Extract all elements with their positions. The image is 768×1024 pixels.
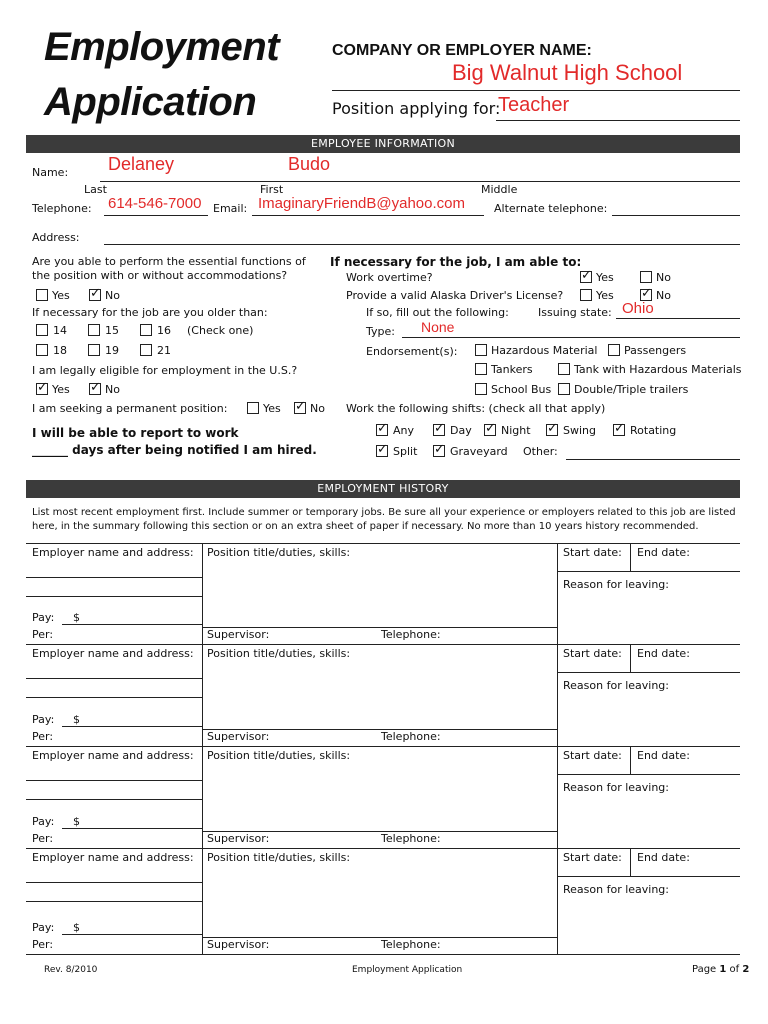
age-18-checkbox[interactable] [36,344,48,356]
email-field-line [252,215,484,216]
address-label: Address: [32,231,80,244]
pay-field-line [62,726,202,727]
history-instructions-1: List most recent employment first. Include summer or temporary jobs. Be sure all your experience or employers related to this job are listed [32,507,736,518]
age-19-label: 19 [105,344,119,357]
shift-rotating-label: Rotating [630,424,677,437]
per-label: Per: [32,832,54,845]
history-block-4-top-rule [26,848,740,849]
telephone-label: Telephone: [381,938,441,951]
type-value[interactable]: None [421,319,455,335]
footer-page-of: of [726,964,743,975]
endorsement-passengers-label: Passengers [624,344,687,357]
shift-split-label: Split [393,445,418,458]
eligible-no-checkbox[interactable] [89,383,101,395]
company-value[interactable]: Big Walnut High School [452,60,683,85]
history-block-1-dates-rule [557,571,740,572]
permanent-yes-label: Yes [263,402,281,415]
history-block-1-top-rule [26,543,740,544]
essential-no-label: No [105,289,120,302]
alt-telephone-field-line [612,215,740,216]
position-value[interactable]: Teacher [498,94,570,116]
eligible-question: I am legally eligible for employment in the U.S.? [32,364,298,377]
if-so-label: If so, fill out the following: [366,306,509,319]
history-block-3-top-rule [26,746,740,747]
telephone-field-line [104,215,208,216]
permanent-no-checkbox[interactable] [294,402,306,414]
footer-page-prefix: Page [692,964,720,975]
email-value[interactable]: ImaginaryFriendB@yahoo.com [258,195,465,212]
issuing-state-label: Issuing state: [538,306,612,319]
history-block-2-divider-1 [202,644,203,746]
email-label: Email: [213,202,248,215]
first-sub-label: First [260,183,284,196]
shift-any-label: Any [393,424,415,437]
pay-label: Pay: [32,815,55,828]
essential-question-2: the position with or without accommodations? [32,269,288,282]
essential-no-checkbox[interactable] [89,289,101,301]
supervisor-label: Supervisor: [207,628,270,641]
position-duties-label: Position title/duties, skills: [207,647,351,660]
company-label: COMPANY OR EMPLOYER NAME: [332,42,592,59]
alt-telephone-label: Alternate telephone: [494,202,608,215]
endorsement-hazardous-checkbox[interactable] [475,344,487,356]
last-sub-label: Last [84,183,107,196]
pay-dollar-sign: $ [73,611,80,624]
footer-page-number [692,964,749,975]
reason-for-leaving-label: Reason for leaving: [563,883,669,896]
endorsements-label: Endorsement(s): [366,345,458,358]
history-instructions-2: here, in the summary following this section or on an extra sheet of paper if necessary. No more than 10 years history recommended. [32,521,699,532]
check-one-label: (Check one) [187,324,254,337]
age-15-checkbox[interactable] [88,324,100,336]
start-date-label: Start date: [563,546,622,559]
telephone-label: Telephone: [381,628,441,641]
per-label: Per: [32,730,54,743]
permanent-yes-checkbox[interactable] [247,402,259,414]
overtime-yes-checkbox[interactable] [580,271,592,283]
position-label: Position applying for: [332,99,501,118]
essential-yes-checkbox[interactable] [36,289,48,301]
age-18-label: 18 [53,344,67,357]
report-line-2: ______ days after being notified I am hired. [32,443,317,457]
age-14-label: 14 [53,324,67,337]
issuing-state-field-line [616,318,740,319]
employer-field-line [26,799,202,800]
employer-label: Employer name and address: [32,647,194,660]
employer-label: Employer name and address: [32,851,194,864]
supervisor-label: Supervisor: [207,938,270,951]
overtime-no-label: No [656,271,671,284]
employment-history-bar: EMPLOYMENT HISTORY [26,480,740,498]
history-block-3-divider-2 [557,746,558,848]
age-21-checkbox[interactable] [140,344,152,356]
age-question: If necessary for the job are you older than: [32,306,268,319]
license-yes-label: Yes [596,289,614,302]
start-date-label: Start date: [563,851,622,864]
name-label: Name: [32,166,69,179]
first-name-value[interactable]: Budo [288,154,331,174]
history-block-2-top-rule [26,644,740,645]
shift-day-label: Day [450,424,472,437]
title-line-2: Application [44,80,257,124]
eligible-no-label: No [105,383,120,396]
telephone-label: Telephone: [32,202,92,215]
eligible-yes-checkbox[interactable] [36,383,48,395]
shift-split-checkbox[interactable] [376,445,388,457]
per-label: Per: [32,938,54,951]
pay-label: Pay: [32,611,55,624]
employer-field-line [26,882,202,883]
permanent-question: I am seeking a permanent position: [32,402,228,415]
reason-for-leaving-label: Reason for leaving: [563,578,669,591]
license-label: Provide a valid Alaska Driver's License? [346,289,564,302]
history-block-2-divider-2 [557,644,558,746]
telephone-label: Telephone: [381,832,441,845]
age-21-label: 21 [157,344,171,357]
endorsement-school-bus-checkbox[interactable] [475,383,487,395]
employer-field-line [26,577,202,578]
middle-sub-label: Middle [481,183,518,196]
endorsement-passengers-checkbox[interactable] [608,344,620,356]
endorsement-double-triple-label: Double/Triple trailers [574,383,689,396]
end-date-label: End date: [637,851,690,864]
telephone-label: Telephone: [381,730,441,743]
endorsement-tankers-label: Tankers [491,363,533,376]
history-block-4-divider-2 [557,848,558,954]
report-line-1: I will be able to report to work [32,426,239,440]
per-label: Per: [32,628,54,641]
history-block-1-divider-2 [557,543,558,644]
history-block-1-divider-dates [630,543,631,571]
endorsement-tank-hazmat-checkbox[interactable] [558,363,570,375]
pay-dollar-sign: $ [73,713,80,726]
pay-dollar-sign: $ [73,921,80,934]
supervisor-label: Supervisor: [207,832,270,845]
shift-any-checkbox[interactable] [376,424,388,436]
endorsement-school-bus-label: School Bus [491,383,552,396]
footer-page-total: 2 [742,964,750,975]
other-shift-label: Other: [523,445,558,458]
shift-graveyard-label: Graveyard [450,445,508,458]
age-16-checkbox[interactable] [140,324,152,336]
eligible-yes-label: Yes [52,383,70,396]
history-block-3-divider-1 [202,746,203,848]
history-block-3-divider-dates [630,746,631,774]
pay-field-line [62,828,202,829]
employer-field-line [26,596,202,597]
start-date-label: Start date: [563,749,622,762]
pay-field-line [62,934,202,935]
able-to-header: If necessary for the job, I am able to: [330,255,582,269]
shift-swing-label: Swing [563,424,596,437]
type-field-line [402,337,740,338]
employer-field-line [26,697,202,698]
reason-for-leaving-label: Reason for leaving: [563,679,669,692]
position-duties-label: Position title/duties, skills: [207,749,351,762]
position-field-line [496,120,740,121]
shift-day-checkbox[interactable] [433,424,445,436]
permanent-no-label: No [310,402,325,415]
history-block-4-dates-rule [557,876,740,877]
overtime-no-checkbox[interactable] [640,271,652,283]
history-block-2-dates-rule [557,672,740,673]
age-15-label: 15 [105,324,119,337]
age-19-checkbox[interactable] [88,344,100,356]
endorsement-tankers-checkbox[interactable] [475,363,487,375]
history-block-1-divider-1 [202,543,203,644]
employee-information-bar: EMPLOYEE INFORMATION [26,135,740,153]
pay-label: Pay: [32,921,55,934]
address-field-line [104,244,740,245]
endorsement-double-triple-checkbox[interactable] [558,383,570,395]
endorsement-hazardous-label: Hazardous Material [491,344,598,357]
history-bottom-rule [26,954,740,955]
pay-field-line [62,624,202,625]
employer-field-line [26,901,202,902]
type-label: Type: [366,325,395,338]
end-date-label: End date: [637,749,690,762]
history-block-2-divider-dates [630,644,631,672]
license-yes-checkbox[interactable] [580,289,592,301]
history-block-4-divider-dates [630,848,631,876]
shift-rotating-checkbox[interactable] [613,424,625,436]
shift-swing-checkbox[interactable] [546,424,558,436]
issuing-state-value[interactable]: Ohio [622,300,654,317]
pay-label: Pay: [32,713,55,726]
pay-dollar-sign: $ [73,815,80,828]
license-no-label: No [656,289,671,302]
shift-graveyard-checkbox[interactable] [433,445,445,457]
age-14-checkbox[interactable] [36,324,48,336]
overtime-label: Work overtime? [346,271,433,284]
position-duties-label: Position title/duties, skills: [207,546,351,559]
footer-title: Employment Application [352,965,463,975]
end-date-label: End date: [637,546,690,559]
shift-night-checkbox[interactable] [484,424,496,436]
overtime-yes-label: Yes [596,271,614,284]
footer-page-current: 1 [719,964,727,975]
start-date-label: Start date: [563,647,622,660]
position-duties-label: Position title/duties, skills: [207,851,351,864]
employer-field-line [26,780,202,781]
telephone-value[interactable]: 614-546-7000 [108,195,202,212]
reason-for-leaving-label: Reason for leaving: [563,781,669,794]
employer-label: Employer name and address: [32,546,194,559]
supervisor-label: Supervisor: [207,730,270,743]
shift-night-label: Night [501,424,531,437]
endorsement-tank-hazmat-label: Tank with Hazardous Materials [574,363,742,376]
employer-field-line [26,678,202,679]
end-date-label: End date: [637,647,690,660]
shifts-label: Work the following shifts: (check all that apply) [346,402,606,415]
title-line-1: Employment [44,25,280,69]
history-block-3-dates-rule [557,774,740,775]
last-name-value[interactable]: Delaney [108,154,175,174]
essential-yes-label: Yes [52,289,70,302]
employer-label: Employer name and address: [32,749,194,762]
footer-revision: Rev. 8/2010 [44,965,98,975]
essential-question-1: Are you able to perform the essential functions of [32,255,306,268]
other-shift-field-line [566,459,740,460]
name-field-line [100,181,740,182]
company-field-line [332,90,740,91]
age-16-label: 16 [157,324,171,337]
history-block-4-divider-1 [202,848,203,954]
